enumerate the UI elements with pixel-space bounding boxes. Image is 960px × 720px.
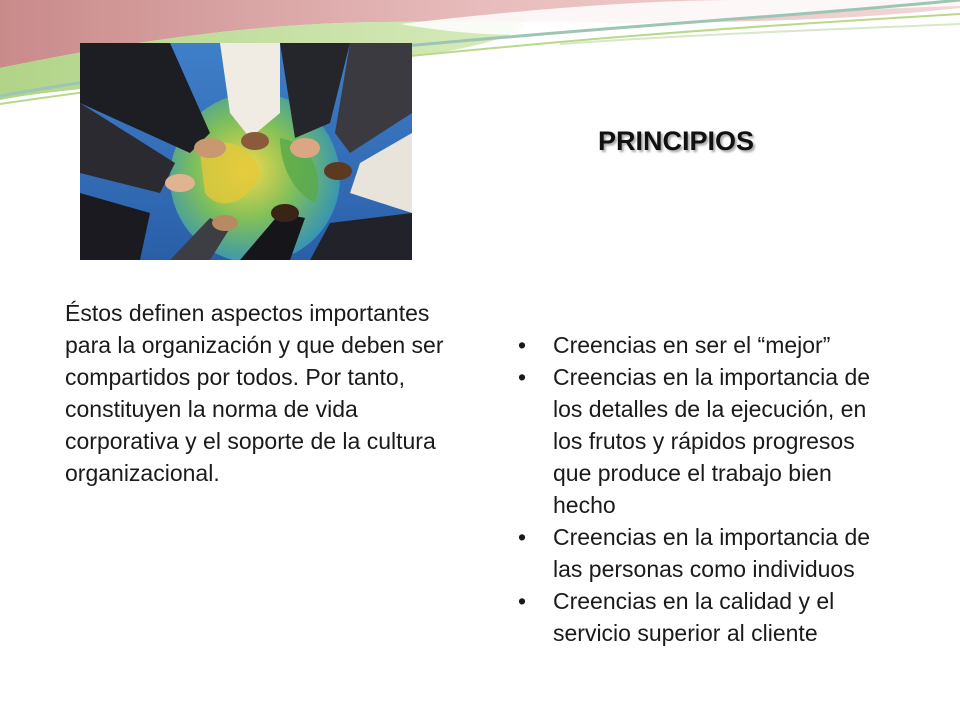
- principles-description: Éstos definen aspectos importantes para la organización y que deben ser compartidos por todos. Por tanto, constituyen la norma de vida corporativa y el soporte de la cultura organizacional.: [65, 300, 444, 486]
- list-item: [516, 329, 896, 361]
- bullet-text: Creencias en la importancia de las personas como individuos: [553, 524, 871, 582]
- principles-bullet-list: [516, 329, 896, 649]
- bullet-text: Creencias en la importancia de los detalles de la ejecución, en los frutos y rápidos progresos que produce el trabajo bien hecho: [553, 364, 871, 518]
- list-item: [516, 585, 896, 649]
- bullet-text: Creencias en la calidad y el servicio superior al cliente: [553, 588, 835, 646]
- bullet-icon: •: [518, 364, 527, 390]
- hands-around-globe-photo: [80, 43, 412, 260]
- list-item: [516, 361, 896, 521]
- list-item: [516, 521, 896, 585]
- bullet-text: Creencias en ser el “mejor”: [553, 332, 831, 358]
- slide-title: PRINCIPIOS: [598, 126, 755, 156]
- bullet-icon: •: [518, 588, 527, 614]
- bullet-icon: •: [518, 524, 527, 550]
- bullet-icon: •: [518, 332, 527, 358]
